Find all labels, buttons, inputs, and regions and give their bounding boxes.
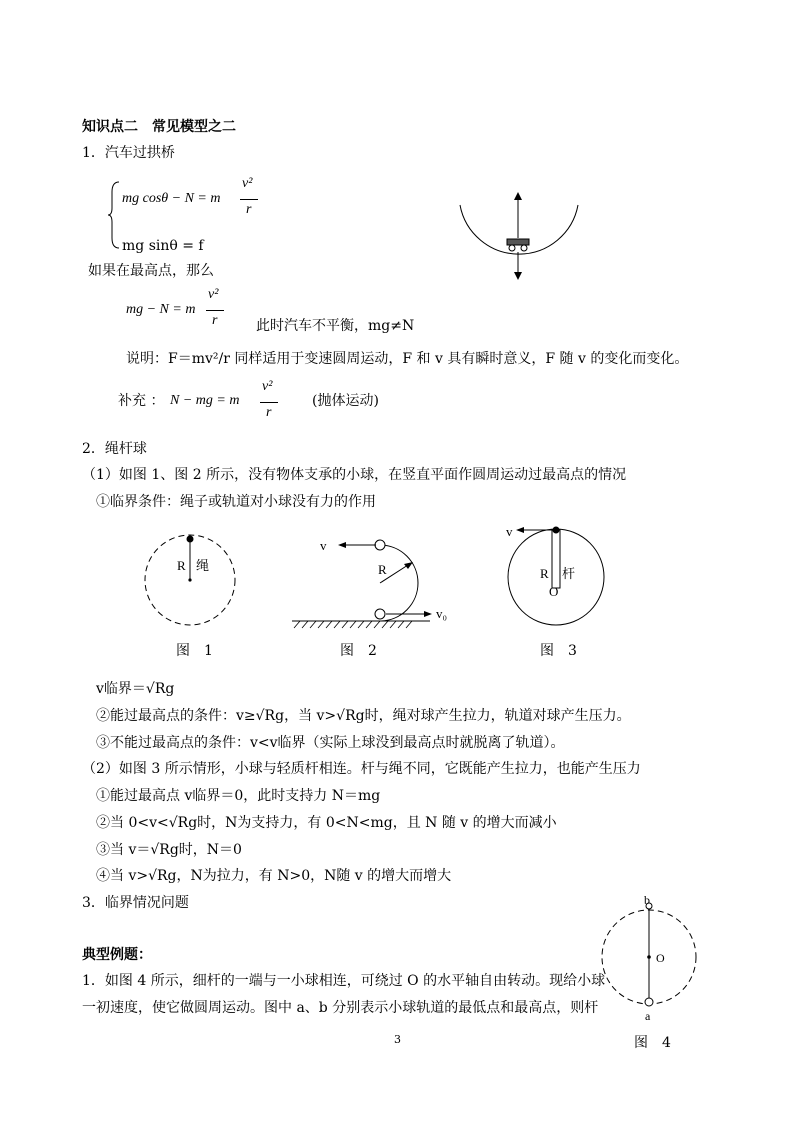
figure-2: [290, 530, 460, 630]
fig4-a-label: a: [645, 1009, 651, 1023]
figure-4-caption: 图 4: [634, 1035, 671, 1051]
equation-4-denominator: r: [266, 405, 272, 420]
figure-2-caption: 图 2: [340, 643, 377, 659]
paragraph-2b: ②当 0<v<√Rg时，N为支持力，有 0<N<mg，且 N 随 v 的增大而减小: [96, 815, 557, 831]
equation-3-denominator: r: [212, 313, 218, 328]
fig3-rod-label: 杆: [562, 566, 576, 581]
heading-arch-bridge: 1．汽车过拱桥: [82, 145, 175, 161]
projectile-text: (抛体运动): [312, 393, 379, 409]
supplement-label: 补充 ：: [118, 393, 165, 409]
fig4-b-label: b: [644, 893, 650, 907]
paragraph-2a: ①能过最高点 v临界＝0，此时支持力 N＝mg: [96, 788, 381, 804]
equation-3-numerator: v²: [208, 287, 219, 302]
section-title: 知识点二 常见模型之二: [82, 119, 236, 135]
equation-1-numerator: v²: [242, 176, 253, 191]
fig3-O-label: O: [549, 584, 559, 599]
fig4-O-label: O: [656, 951, 665, 965]
fig1-rope-label: 绳: [196, 558, 210, 573]
paragraph-1b: ②能过最高点的条件：v≥√Rg，当 v>√Rg时，绳对球产生拉力，轨道对球产生压力。: [96, 708, 631, 724]
examples-title: 典型例题：: [82, 947, 152, 963]
page-number: 3: [394, 1033, 401, 1046]
figure-3-caption: 图 3: [540, 643, 577, 659]
equation-1: mg cosθ − N = m: [122, 191, 221, 206]
equation-4: N − mg = m: [170, 393, 240, 408]
paragraph-1a: ①临界条件：绳子或轨道对小球没有力的作用: [96, 494, 376, 510]
figure-3: [500, 520, 620, 640]
critical-velocity: v临界＝√Rg: [96, 681, 175, 697]
heading-rope-rod-ball: 2．绳杆球: [82, 441, 147, 457]
figure-4: [596, 892, 706, 1022]
fig1-R-label: R: [177, 558, 186, 573]
paragraph-2: （2）如图 3 所示情形，小球与轻质杆相连。杆与绳不同，它既能产生拉力，也能产生压力: [82, 761, 641, 777]
paragraph-2d: ④当 v>√Rg，N为拉力，有 N>0，N随 v 的增大而增大: [96, 868, 452, 884]
example-1-line-1: 1．如图 4 所示，细杆的一端与一小球相连，可绕过 O 的水平轴自由转动。现给小球: [82, 973, 606, 989]
paragraph-1c: ③不能过最高点的条件：v<v临界（实际上球没到最高点时就脱离了轨道）。: [96, 735, 565, 751]
system-brace: [108, 180, 120, 250]
paragraph-2c: ③当 v＝√Rg时，N＝0: [96, 842, 242, 858]
fig2-R-label: R: [378, 562, 387, 577]
fig3-v-label: v: [506, 524, 513, 539]
fig2-v-label: v: [320, 538, 327, 553]
equation-2: mg sinθ = f: [122, 238, 204, 254]
equation-3: mg − N = m: [126, 302, 196, 317]
not-balanced-text: 此时汽车不平衡，mg≠N: [256, 318, 415, 334]
figure-1: [140, 530, 240, 640]
equation-4-numerator: v²: [262, 379, 273, 394]
note-text: 说明：F＝mv²/r 同样适用于变速圆周运动，F 和 v 具有瞬时意义，F 随 v 的变化而变化。: [126, 351, 689, 367]
equation-1-denominator: r: [246, 202, 252, 217]
example-1-line-2: 一初速度，使它做圆周运动。图中 a、b 分别表示小球轨道的最低点和最高点，则杆: [82, 1000, 599, 1016]
fig3-R-label: R: [540, 566, 549, 581]
figure-1-caption: 图 1: [176, 643, 213, 659]
fig2-v0-label: v₀: [436, 606, 448, 621]
paragraph-1: （1）如图 1、图 2 所示，没有物体支承的小球，在竖直平面作圆周运动过最高点的情况: [82, 467, 627, 483]
arch-bridge-figure: [455, 190, 585, 280]
top-point-text: 如果在最高点，那么: [88, 263, 214, 279]
heading-critical-problems: 3．临界情况问题: [82, 895, 189, 911]
